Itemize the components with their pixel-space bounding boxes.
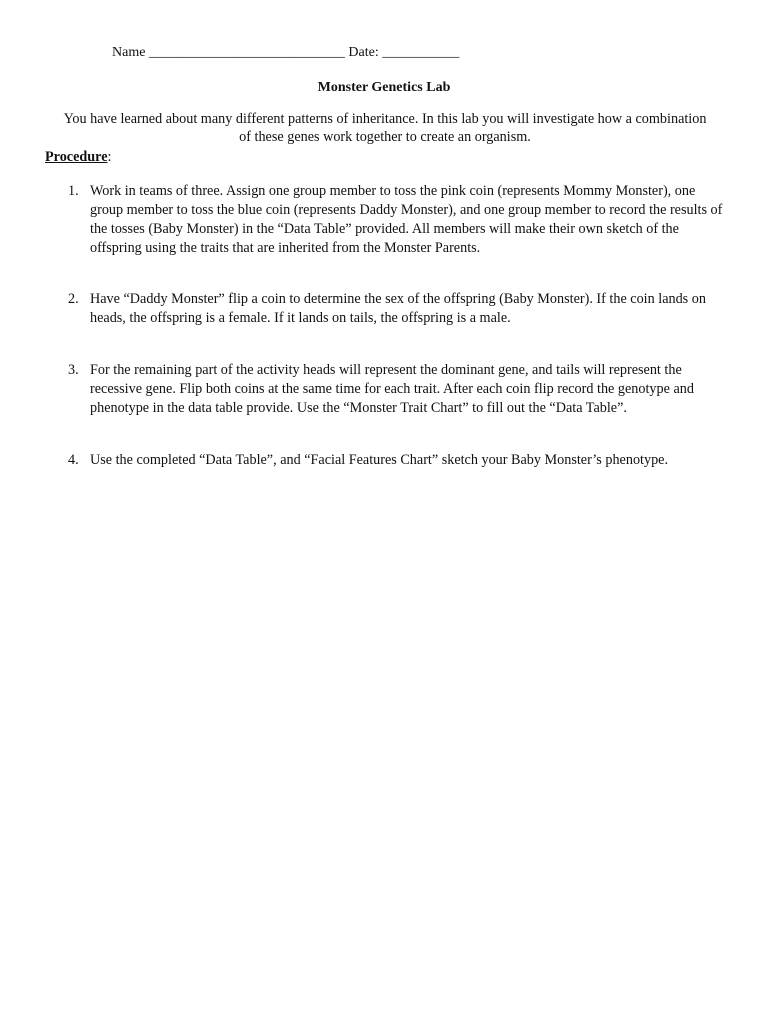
procedure-heading-colon: : (107, 149, 112, 165)
step-text: Use the completed “Data Table”, and “Facial Features Chart” sketch your Baby Monster’s phenotype. (90, 452, 669, 468)
step-text: For the remaining part of the activity heads will represent the dominant gene, and tails will represent the recessive gene. Flip both coins at the same time for each trait. After each coin flip record the genotype and phenotype in the data table provide. Use the “Monster Trait Chart” to fill out the “Data Table”. (90, 362, 694, 416)
intro-paragraph: You have learned about many different patterns of inheritance. In this lab you will investigate how a combination of these genes work together to create an organism. (63, 111, 707, 145)
step-number: 1. (68, 183, 79, 199)
name-date-line: Name ____________________________ Date: ___________ (112, 45, 460, 60)
page-title: Monster Genetics Lab (317, 80, 451, 95)
step-text: Work in teams of three. Assign one group member to toss the pink coin (represents Mommy Monster), one group member to toss the blue coin (represents Daddy Monster), and one group member to record the results of the tosses (Baby Monster) in the “Data Table” provided. All members will make their own sketch of the offspring using the traits that are inherited from the Monster Parents. (90, 183, 723, 256)
step-number: 4. (68, 452, 79, 468)
step-number: 3. (68, 362, 79, 378)
step-text: Have “Daddy Monster” flip a coin to determine the sex of the offspring (Baby Monster). If the coin lands on heads, the offspring is a female. If it lands on tails, the offspring is a male. (90, 291, 706, 326)
step-number: 2. (68, 291, 79, 307)
procedure-heading (45, 148, 111, 167)
procedure-heading-label: Procedure (45, 149, 108, 165)
